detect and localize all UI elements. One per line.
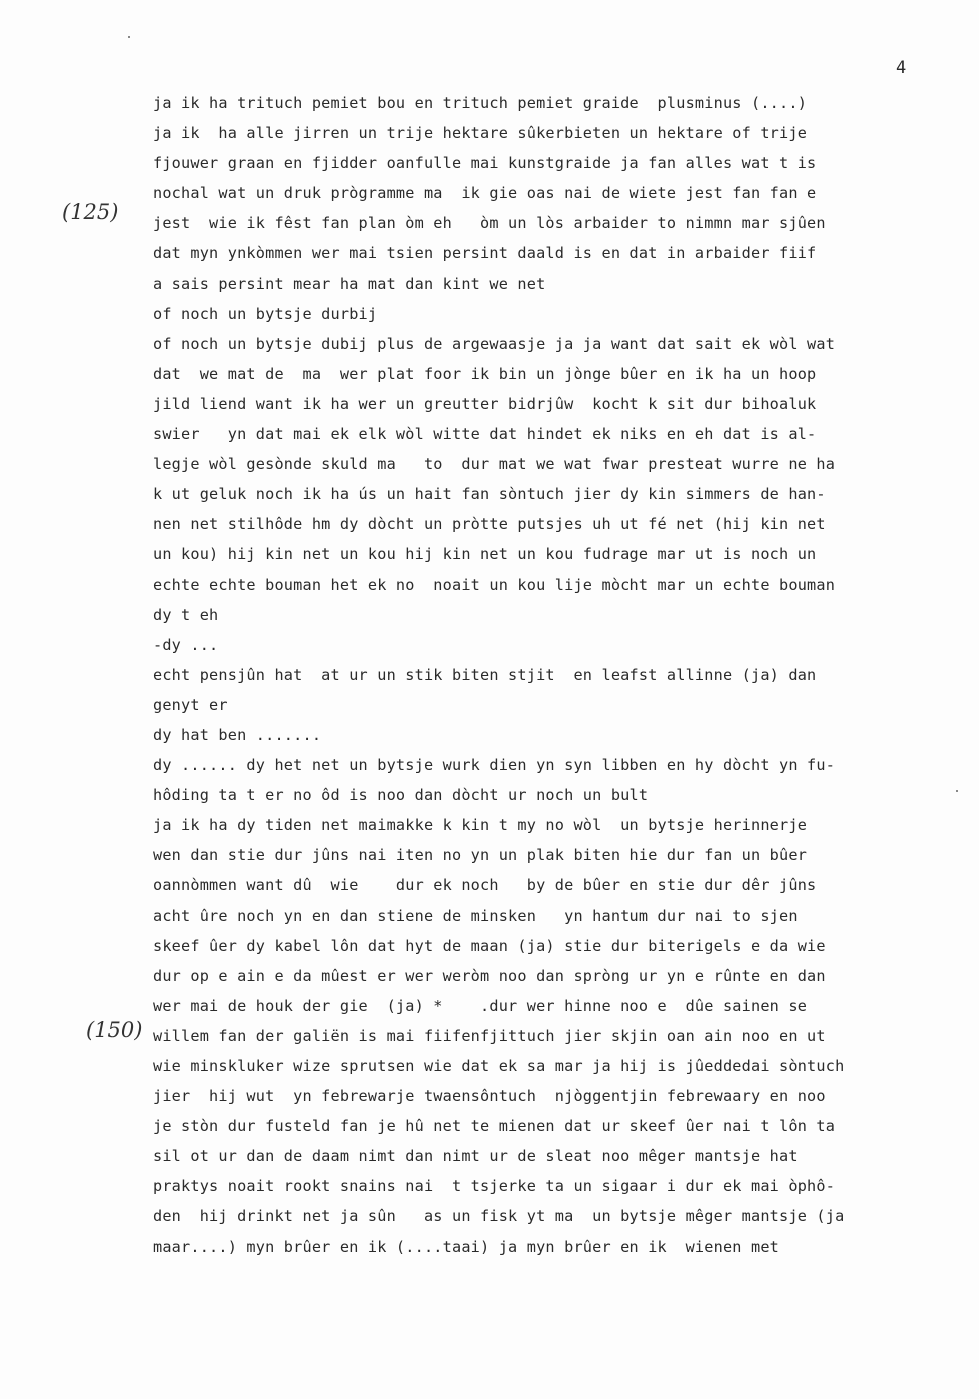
transcript-line: un kou) hij kin net un kou hij kin net un kou fudrage mar ut is noch un <box>153 545 817 564</box>
transcript-line: sil ot ur dan de daam nimt dan nimt ur de sleat noo mêger mantsje hat <box>153 1147 798 1166</box>
transcript-line: legje wòl gesònde skuld ma to dur mat we wat fwar presteat wurre ne ha <box>153 455 836 474</box>
transcript-line: acht ûre noch yn en dan stiene de minsken yn hantum dur nai to sjen <box>153 906 798 925</box>
transcript-line: dy t eh <box>153 605 219 624</box>
transcript-line: jest wie ik fêst fan plan òm eh òm un lòs arbaider to nimmn mar sjûen <box>153 214 826 233</box>
margin-note-line-count: (125) <box>62 200 119 224</box>
scan-speck <box>128 36 130 38</box>
transcript-line: skeef ûer dy kabel lôn dat hyt de maan (ja) stie dur biterigels e da wie <box>153 936 826 955</box>
transcript-line: k ut geluk noch ik ha ús un hait fan sòntuch jier dy kin simmers de han- <box>153 485 826 504</box>
transcript-line: maar....) myn brûer en ik (....taai) ja myn brûer en ik wienen met <box>153 1237 780 1256</box>
transcript-line: -dy ... <box>153 635 219 654</box>
transcript-line: wen dan stie dur jûns nai iten no yn un plak biten hie dur fan un bûer <box>153 846 808 865</box>
transcript-line: wie minskluker wize sprutsen wie dat ek sa mar ja hij is jûeddedai sòntuch <box>153 1057 845 1075</box>
transcript-line: dat we mat de ma wer plat foor ik bin un jònge bûer en ik ha un hoop <box>153 364 817 383</box>
transcript-line: willem fan der galiën is mai fiifenfjittuch jier skjin oan ain noo en ut <box>153 1026 826 1045</box>
transcript-line: praktys noait rookt snains nai t tsjerke ta un sigaar i dur ek mai òphô- <box>153 1177 836 1196</box>
transcript-line: nen net stilhôde hm dy dòcht un pròtte putsjes uh ut fé net (hij kin net <box>153 515 826 534</box>
page-number: 4 <box>896 58 907 78</box>
scan-speck <box>956 790 958 792</box>
transcript-line: a sais persint mear ha mat dan kint we net <box>153 274 546 293</box>
transcript-line: hôding ta t er no ôd is noo dan dòcht ur noch un bult <box>153 786 649 805</box>
transcript-line: of noch un bytsje durbij <box>153 304 378 323</box>
transcript-line: nochal wat un druk prògramme ma ik gie oas nai de wiete jest fan fan e <box>153 184 817 203</box>
transcript-line: oannòmmen want dû wie dur ek noch by de bûer en stie dur dêr jûns <box>153 876 817 895</box>
transcript-line: swier yn dat mai ek elk wòl witte dat hindet ek niks en eh dat is al- <box>153 425 817 444</box>
transcript-line: ja ik ha trituch pemiet bou en trituch pemiet graide plusminus (....) <box>153 94 808 112</box>
transcript-line: je stòn dur fusteld fan je hû net te mienen dat ur skeef ûer nai t lôn ta <box>153 1117 836 1136</box>
transcript-body <box>153 88 943 1262</box>
transcript-line: jier hij wut yn febrewarje twaensôntuch njòggentjin febrewaary en noo <box>153 1087 826 1106</box>
transcript-line: of noch un bytsje dubij plus de argewaasje ja ja want dat sait ek wòl wat <box>153 334 836 353</box>
margin-note-line-count: (150) <box>86 1018 143 1042</box>
transcript-line: echt pensjûn hat at ur un stik biten stjit en leafst allinne (ja) dan <box>153 665 817 684</box>
transcript-line: fjouwer graan en fjidder oanfulle mai kunstgraide ja fan alles wat t is <box>153 154 817 173</box>
transcript-line: den hij drinkt net ja sûn as un fisk yt ma un bytsje mêger mantsje (ja <box>153 1207 845 1226</box>
transcript-line: wer mai de houk der gie (ja) * .dur wer hinne noo e dûe sainen se <box>153 996 808 1015</box>
transcript-line: ja ik ha dy tiden net maimakke k kin t my no wòl un bytsje herinnerje <box>153 816 808 835</box>
transcript-line: genyt er <box>153 695 228 714</box>
transcript-line: jild liend want ik ha wer un greutter bidrjûw kocht k sit dur bihoaluk <box>153 394 817 413</box>
transcript-line: echte echte bouman het ek no noait un kou lije mòcht mar un echte bouman <box>153 575 836 594</box>
transcript-line: dat myn ynkòmmen wer mai tsien persint daald is en dat in arbaider fiif <box>153 244 817 263</box>
transcript-line: ja ik ha alle jirren un trije hektare sûkerbieten un hektare of trije <box>153 124 808 143</box>
transcript-line: dy ...... dy het net un bytsje wurk dien yn syn libben en hy dòcht yn fu- <box>153 756 836 775</box>
transcript-line: dur op e ain e da mûest er wer weròm noo dan spròng ur yn e rûnte en dan <box>153 966 826 985</box>
transcript-line: dy hat ben ....... <box>153 725 322 744</box>
